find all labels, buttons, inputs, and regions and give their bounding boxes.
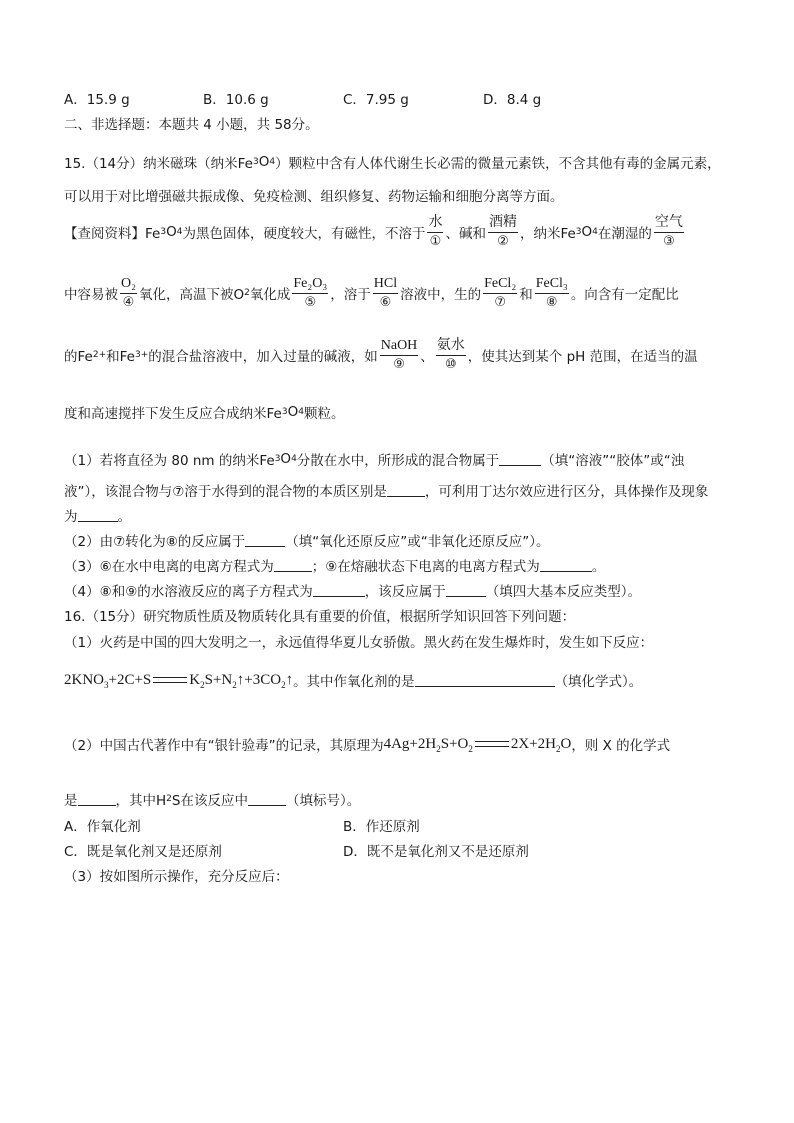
sub1-d: 液”），该混合物与⑦溶于水得到的混合物的本质区别是 <box>64 484 387 500</box>
eq1-right: K <box>189 671 201 688</box>
p1-a: 为黑色固体，硬度较大，有磁性，不溶于 <box>182 226 426 242</box>
q16-head: 16.（15分）研究物质性质及物质转化具有重要的价值，根据所学知识回答下列问题： <box>64 609 576 625</box>
p3-b: 和Fe <box>106 349 135 365</box>
p4-b: 颗粒。 <box>303 406 345 422</box>
s2-eq-r: 2X+2H <box>510 735 556 752</box>
eq1-left: 2KNO <box>64 671 104 688</box>
q15-para-line2: 中容易被 O₂ ④ 氧化，高温下被O 2 氧化成 Fe₂O₃ ⑤ ，溶于 HCl ⑥ 溶液中，生的 FeCl₂ ⑦ 和 FeCl₃ ⑧ 。向含有一定配比 <box>64 276 679 310</box>
eq1-tail2: （填化学式）。 <box>554 674 643 690</box>
answer-blank[interactable] <box>499 453 541 466</box>
answer-blank[interactable] <box>387 484 425 497</box>
option-a: A．15.9 g <box>64 92 130 108</box>
answer-blank[interactable] <box>540 559 592 572</box>
answer-blank[interactable] <box>446 584 486 597</box>
sub3-b: ；⑨在熔融状态下电离的电离方程式为 <box>311 559 540 575</box>
p2-c: 氧化成 <box>249 287 291 303</box>
section-heading: 二、非选择题：本题共 4 小题，共 58分。 <box>64 117 319 133</box>
s2-c: 是 <box>64 793 78 809</box>
q15-sub1-line2 <box>64 480 708 500</box>
q15-para-line4: 度和高速搅拌下发生反应合成纳米Fe 3 O 4 颗粒。 <box>64 404 345 422</box>
q16-sub3: （3）按如图所示操作，充分反应后： <box>64 869 289 885</box>
annot-3: 空气 ③ <box>654 215 683 249</box>
annot-2: 酒精 ② <box>488 215 517 249</box>
s2-e: S在该反应中 <box>171 793 248 809</box>
q15-sub1-line3 <box>64 505 131 525</box>
option-b: B．10.6 g <box>203 92 269 108</box>
equals-sign <box>153 677 187 683</box>
answer-blank[interactable] <box>313 584 365 597</box>
sub4-c: （填四大基本反应类型）。 <box>485 584 642 600</box>
sub1-b: 分散在水中，所形成的混合物属于 <box>296 453 500 469</box>
answer-blank[interactable] <box>245 534 285 547</box>
p1-b: 、碱和 <box>445 226 486 242</box>
sub1-a: （1）若将直径为 80 nm 的纳米Fe <box>64 453 275 469</box>
p1-head: 【查阅资料】Fe <box>64 226 161 242</box>
sub4-a: （4）⑧和⑨的水溶液反应的离子方程式为 <box>64 584 313 600</box>
q15-line1-pre: 15.（14分）纳米磁珠（纳米Fe <box>64 156 253 172</box>
answer-blank[interactable] <box>78 509 118 522</box>
sub4-b: ，该反应属于 <box>364 584 446 600</box>
p2-d: ，溶于 <box>330 287 371 303</box>
eq1-right3: ↑+3CO <box>236 671 282 688</box>
s2-eq-l: 4Ag+2H <box>383 735 437 752</box>
q15-sub3 <box>64 555 605 575</box>
p3-d: 、 <box>420 349 434 365</box>
annot-7: FeCl₂ ⑦ <box>484 276 517 310</box>
answer-blank[interactable] <box>415 674 555 687</box>
q15-line2 <box>64 185 564 205</box>
q15-para-line1: 【查阅资料】Fe 3 O 4 为黑色固体，硬度较大，有磁性，不溶于 水 ① 、碱和 酒精 ② ，纳米Fe 3 O 4 在潮湿的 空气 ③ <box>64 215 683 249</box>
p2-f: 和 <box>519 287 533 303</box>
p2-a: 中容易被 <box>64 287 118 303</box>
eq1-left2: +2C+S <box>108 671 152 688</box>
eq1-right4: ↑ <box>285 671 294 688</box>
q15-line2-text: 可以用于对比增强磁共振成像、免疫检测、组织修复、药物运输和细胞分离等方面。 <box>64 189 564 205</box>
p1-c: ，纳米Fe <box>519 226 576 242</box>
p3-e: ，使其达到某个 pH 范围，在适当的温 <box>467 349 698 365</box>
sub2-a: （2）由⑦转化为⑧的反应属于 <box>64 534 246 550</box>
q16-s1: （1）火药是中国的四大发明之一，永远值得华夏儿女骄傲。黑火药在发生爆炸时，发生如下反应： <box>64 635 654 651</box>
sub1-e: ，可利用丁达尔效应进行区分，具体操作及现象 <box>424 484 709 500</box>
sub1-g: 。 <box>117 509 131 525</box>
annot-10: 氨水 ⑩ <box>436 338 465 372</box>
equals-sign <box>475 741 509 747</box>
eq1-right2: S+N <box>204 671 233 688</box>
q16-sub2-line1: （2）中国古代著作中有“银针验毒”的记录，其原理为 $4Ag+2H_2S+O_2$ $2X+2H_2O$ ，则 X 的化学式 <box>64 735 671 754</box>
answer-blank[interactable] <box>248 793 286 806</box>
s2-b: ，则 X 的化学式 <box>571 738 671 754</box>
p3-c: 的混合盐溶液中，加入过量的碱液，如 <box>148 349 378 365</box>
eq1-tail: 。其中作氧化剂的是 <box>293 674 415 690</box>
annot-9: NaOH ⑨ <box>380 338 418 372</box>
q16-sub1 <box>64 631 653 651</box>
annot-8: FeCl₃ ⑧ <box>535 276 568 310</box>
q15-sub4 <box>64 580 641 600</box>
p2-g: 。向含有一定配比 <box>570 287 679 303</box>
q15-line1-post: ）颗粒中含有人体代谢生长必需的微量元素铁，不含其他有毒的金属元素， <box>275 156 721 172</box>
q16-equation1: $2KNO_3+2C+S$ $K_2S+N_2↑+3CO_2↑$ 。其中作氧化剂的是 （填化学式）。 <box>64 671 643 690</box>
s2-eq-r2: O <box>560 735 572 752</box>
s2-eq-l2: S+O <box>440 735 469 752</box>
q15-sub1-line1: （1）若将直径为 80 nm 的纳米Fe 3 O 4 分散在水中，所形成的混合物属于 （填“溶液”“胶体”或“浊 <box>64 451 685 469</box>
answer-blank[interactable] <box>78 793 116 806</box>
q15-para-line3: 的Fe 2+ 和Fe 3+ 的混合盐溶液中，加入过量的碱液，如 NaOH ⑨ 、 氨水 ⑩ ，使其达到某个 pH 范围，在适当的温 <box>64 338 698 372</box>
q16-option-a: A．作氧化剂 <box>64 819 141 835</box>
q15-sub2 <box>64 530 550 550</box>
sub1-f: 为 <box>64 509 78 525</box>
p3-a: 的Fe <box>64 349 93 365</box>
answer-blank[interactable] <box>274 559 312 572</box>
sub3-c: 。 <box>591 559 606 575</box>
option-c: C．7.95 g <box>343 92 409 108</box>
q16-option-c: C．既是氧化剂又是还原剂 <box>64 844 222 860</box>
p4-a: 度和高速搅拌下发生反应合成纳米Fe <box>64 406 282 422</box>
annot-4: O₂ ④ <box>121 276 136 310</box>
sub2-b: （填“氧化还原反应”或“非氧化还原反应”）。 <box>285 534 550 550</box>
sub1-c: （填“溶液”“胶体”或“浊 <box>541 453 685 469</box>
annot-5: Fe₂O₃ ⑤ <box>293 276 328 310</box>
q16-option-d: D．既不是氧化剂又不是还原剂 <box>343 844 529 860</box>
s2-d: ，其中H <box>115 793 167 809</box>
s2-a: （2）中国古代著作中有“银针验毒”的记录，其原理为 <box>64 738 384 754</box>
s2-f: （填标号）。 <box>285 793 361 809</box>
p2-b: 氧化，高温下被O <box>139 287 245 303</box>
annot-1: 水 ① <box>428 215 443 249</box>
q15-line1: 15.（14分）纳米磁珠（纳米Fe 3 O 4 ）颗粒中含有人体代谢生长必需的微量元素铁，不含其他有毒的金属元素， <box>64 154 721 172</box>
p1-d: 在潮湿的 <box>597 226 652 242</box>
q16-sub2-line2: 是 ，其中H 2 S在该反应中 （填标号）。 <box>64 789 360 809</box>
sub3-a: （3）⑥在水中电离的电离方程式为 <box>64 559 274 575</box>
annot-6: HCl ⑥ <box>373 276 398 310</box>
q16-heading <box>64 605 575 625</box>
p2-e: 溶液中，生的 <box>400 287 482 303</box>
option-d: D．8.4 g <box>483 92 542 108</box>
q16-option-b: B．作还原剂 <box>343 819 420 835</box>
